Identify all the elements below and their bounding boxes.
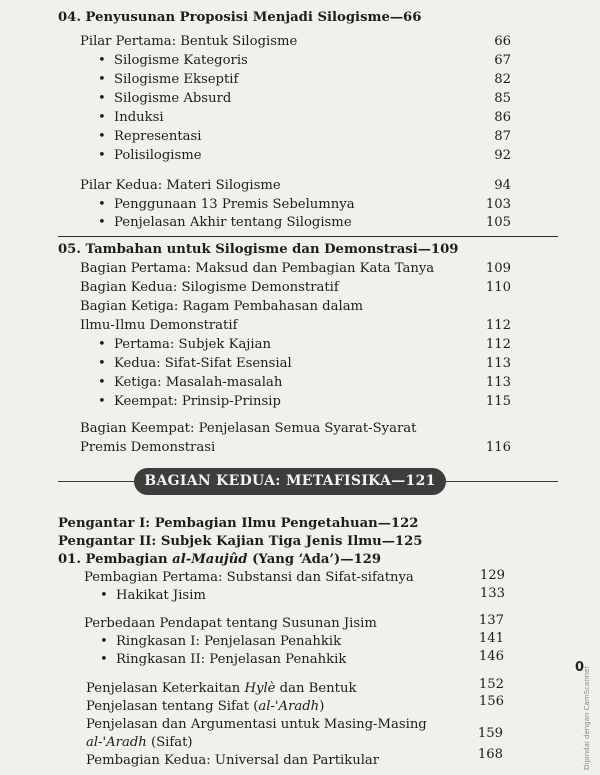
toc-page: 129 [479, 568, 505, 583]
toc-entry: • Penggunaan 13 Premis Sebelumnya [114, 195, 355, 215]
toc-entry: • Kedua: Sifat-Sifat Esensial [114, 354, 292, 374]
toc-page: 137 [478, 613, 504, 628]
toc-entry: Penjelasan dan Argumentasi untuk Masing-Masing [86, 717, 427, 732]
toc-page: 159 [477, 726, 503, 741]
toc-page: 87 [494, 129, 511, 144]
section-divider [58, 236, 558, 237]
toc-entry: Premis Demonstrasi [80, 440, 216, 455]
toc-entry: al-'Aradh (Sifat) [86, 735, 193, 750]
toc-entry: Ilmu-Ilmu Demonstratif [80, 318, 238, 333]
toc-page: 82 [494, 72, 511, 87]
section-01-heading: 01. Pembagian al-Maujûd (Yang ‘Ada’)—129 [58, 552, 381, 567]
side-page-mark: 0 [575, 660, 585, 675]
toc-page: 105 [485, 215, 511, 230]
toc-entry: • Ketiga: Masalah-masalah [114, 373, 282, 393]
toc-page: 86 [494, 110, 511, 125]
toc-entry: Bagian Pertama: Maksud dan Pembagian Kata Tanya [80, 261, 435, 276]
toc-entry: • Silogisme Kategoris [114, 51, 248, 71]
toc-entry: Penjelasan Keterkaitan Hylè dan Bentuk [86, 681, 357, 696]
toc-entry: Perbedaan Pendapat tentang Susunan Jisim [84, 616, 377, 631]
toc-page: 103 [485, 197, 511, 212]
pilar-pertama-page: 66 [494, 34, 511, 49]
banner-rule-left [58, 481, 134, 482]
toc-page: 112 [485, 318, 511, 333]
toc-page: 156 [478, 694, 504, 709]
pilar-pertama-label: Pilar Pertama: Bentuk Silogisme [80, 34, 298, 49]
section-05-heading: 05. Tambahan untuk Silogisme dan Demonstrasi—109 [58, 242, 459, 257]
toc-entry: • Ringkasan II: Penjelasan Penahkik [116, 650, 346, 670]
toc-entry: Pembagian Kedua: Universal dan Partikular [86, 753, 380, 768]
toc-entry: • Pertama: Subjek Kajian [114, 335, 271, 355]
toc-entry: Bagian Keempat: Penjelasan Semua Syarat-Syarat [80, 421, 417, 436]
toc-entry: Penjelasan tentang Sifat (al-'Aradh) [86, 699, 325, 714]
toc-entry: • Keempat: Prinsip-Prinsip [114, 392, 281, 412]
toc-page: 110 [485, 280, 511, 295]
toc-page: 109 [485, 261, 511, 276]
section-04-heading: 04. Penyusunan Proposisi Menjadi Silogisme—66 [58, 10, 422, 25]
part-banner: BAGIAN KEDUA: METAFISIKA—121 [134, 468, 446, 495]
intro-1-heading: Pengantar I: Pembagian Ilmu Pengetahuan—122 [58, 516, 419, 531]
toc-page: 85 [494, 91, 511, 106]
toc-entry: Pembagian Pertama: Substansi dan Sifat-sifatnya [84, 570, 414, 585]
toc-entry: • Polisilogisme [114, 146, 202, 166]
pilar-kedua-label: Pilar Kedua: Materi Silogisme [80, 178, 281, 193]
toc-page: 146 [478, 649, 504, 664]
toc-page: 113 [485, 356, 511, 371]
toc-entry: • Hakikat Jisim [116, 586, 206, 606]
toc-page: 152 [478, 677, 504, 692]
intro-2-heading: Pengantar II: Subjek Kajian Tiga Jenis Ilmu—125 [58, 534, 423, 549]
toc-page: 67 [494, 53, 511, 68]
toc-entry: • Ringkasan I: Penjelasan Penahkik [116, 632, 341, 652]
toc-page: 141 [478, 631, 504, 646]
toc-entry: • Induksi [114, 108, 164, 128]
toc-page: 115 [485, 394, 511, 409]
scanner-watermark: Dipindai dengan CamScanner [583, 665, 591, 770]
toc-entry: • Penjelasan Akhir tentang Silogisme [114, 213, 352, 233]
toc-entry: Bagian Kedua: Silogisme Demonstratif [80, 280, 339, 295]
toc-page: 112 [485, 337, 511, 352]
toc-page: 113 [485, 375, 511, 390]
toc-entry: • Silogisme Absurd [114, 89, 231, 109]
pilar-kedua-page: 94 [494, 178, 511, 193]
toc-entry: • Silogisme Ekseptif [114, 70, 238, 90]
toc-page: 116 [485, 440, 511, 455]
toc-page: 168 [477, 747, 503, 762]
toc-entry: • Representasi [114, 127, 202, 147]
toc-page: 92 [494, 148, 511, 163]
toc-page: 133 [479, 586, 505, 601]
toc-entry: Bagian Ketiga: Ragam Pembahasan dalam [80, 299, 364, 314]
banner-rule-right [446, 481, 558, 482]
